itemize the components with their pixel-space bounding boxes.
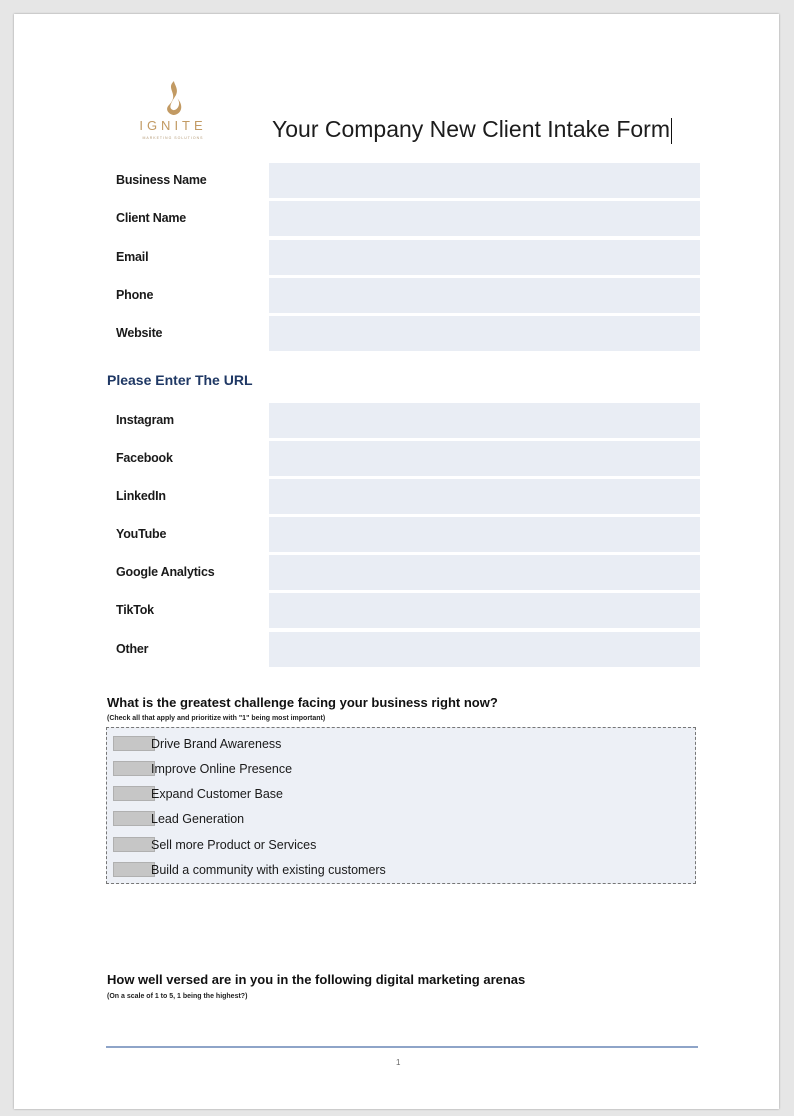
field-row-google-analytics bbox=[106, 555, 700, 590]
form-title bbox=[272, 116, 672, 144]
field-row-email bbox=[106, 240, 700, 275]
challenge-option bbox=[113, 809, 673, 829]
email-input[interactable] bbox=[269, 240, 700, 275]
challenge-note: (Check all that apply and prioritize with "1" being most important) bbox=[107, 715, 326, 722]
challenge-option bbox=[113, 784, 673, 804]
text-cursor bbox=[671, 118, 672, 144]
challenge-option-label: Drive Brand Awareness bbox=[151, 737, 282, 751]
page-number: 1 bbox=[396, 1058, 401, 1067]
priority-input-field[interactable] bbox=[113, 811, 155, 826]
field-row-youtube bbox=[106, 517, 700, 552]
field-row-website bbox=[106, 316, 700, 351]
challenge-question: What is the greatest challenge facing your business right now? bbox=[107, 695, 498, 710]
google-analytics-label: Google Analytics bbox=[116, 565, 215, 579]
youtube-input[interactable] bbox=[269, 517, 700, 552]
priority-input-field[interactable] bbox=[113, 786, 155, 801]
footer-divider bbox=[106, 1046, 698, 1048]
business-name-label: Business Name bbox=[116, 173, 207, 187]
priority-input-field[interactable] bbox=[113, 736, 155, 751]
challenge-option-label: Improve Online Presence bbox=[151, 762, 293, 776]
logo-wordmark: IGNITE bbox=[139, 118, 207, 133]
website-input[interactable] bbox=[269, 316, 700, 351]
challenge-option bbox=[113, 759, 673, 779]
other-label: Other bbox=[116, 642, 149, 656]
challenge-option bbox=[113, 835, 673, 855]
challenge-option-label: Build a community with existing customers bbox=[151, 863, 386, 877]
client-name-input[interactable] bbox=[269, 201, 700, 236]
challenge-option-label: Sell more Product or Services bbox=[151, 838, 317, 852]
tiktok-label: TikTok bbox=[116, 603, 154, 617]
priority-input-field[interactable] bbox=[113, 837, 155, 852]
instagram-label: Instagram bbox=[116, 413, 174, 427]
instagram-input[interactable] bbox=[269, 403, 700, 438]
field-row-tiktok bbox=[106, 593, 700, 628]
facebook-input[interactable] bbox=[269, 441, 700, 476]
versed-note: (On a scale of 1 to 5, 1 being the highest?) bbox=[107, 993, 248, 1000]
challenge-option bbox=[113, 734, 673, 754]
field-row-instagram bbox=[106, 403, 700, 438]
website-label: Website bbox=[116, 326, 163, 340]
challenge-option-label: Lead Generation bbox=[151, 812, 245, 826]
form-title-text: Your Company New Client Intake Form bbox=[272, 116, 670, 142]
priority-input-field[interactable] bbox=[113, 761, 155, 776]
youtube-label: YouTube bbox=[116, 527, 167, 541]
challenge-options-group bbox=[106, 727, 696, 884]
email-label: Email bbox=[116, 250, 149, 264]
logo-tagline: MARKETING SOLUTIONS bbox=[142, 136, 204, 140]
tiktok-input[interactable] bbox=[269, 593, 700, 628]
field-row-facebook bbox=[106, 441, 700, 476]
challenge-option bbox=[113, 860, 673, 880]
other-input[interactable] bbox=[269, 632, 700, 667]
url-section-heading: Please Enter The URL bbox=[107, 372, 253, 388]
priority-input-field[interactable] bbox=[113, 862, 155, 877]
facebook-label: Facebook bbox=[116, 451, 173, 465]
field-row-phone bbox=[106, 278, 700, 313]
linkedin-label: LinkedIn bbox=[116, 489, 166, 503]
linkedin-input[interactable] bbox=[269, 479, 700, 514]
phone-label: Phone bbox=[116, 288, 154, 302]
phone-input[interactable] bbox=[269, 278, 700, 313]
client-name-label: Client Name bbox=[116, 211, 187, 225]
versed-question: How well versed are in you in the following digital marketing arenas bbox=[107, 972, 526, 987]
business-name-input[interactable] bbox=[269, 163, 700, 198]
company-logo bbox=[125, 80, 221, 146]
field-row-client-name bbox=[106, 201, 700, 236]
field-row-business-name bbox=[106, 163, 700, 198]
field-row-other bbox=[106, 632, 700, 667]
challenge-option-label: Expand Customer Base bbox=[151, 787, 284, 801]
field-row-linkedin bbox=[106, 479, 700, 514]
google-analytics-input[interactable] bbox=[269, 555, 700, 590]
flame-icon bbox=[161, 80, 185, 116]
